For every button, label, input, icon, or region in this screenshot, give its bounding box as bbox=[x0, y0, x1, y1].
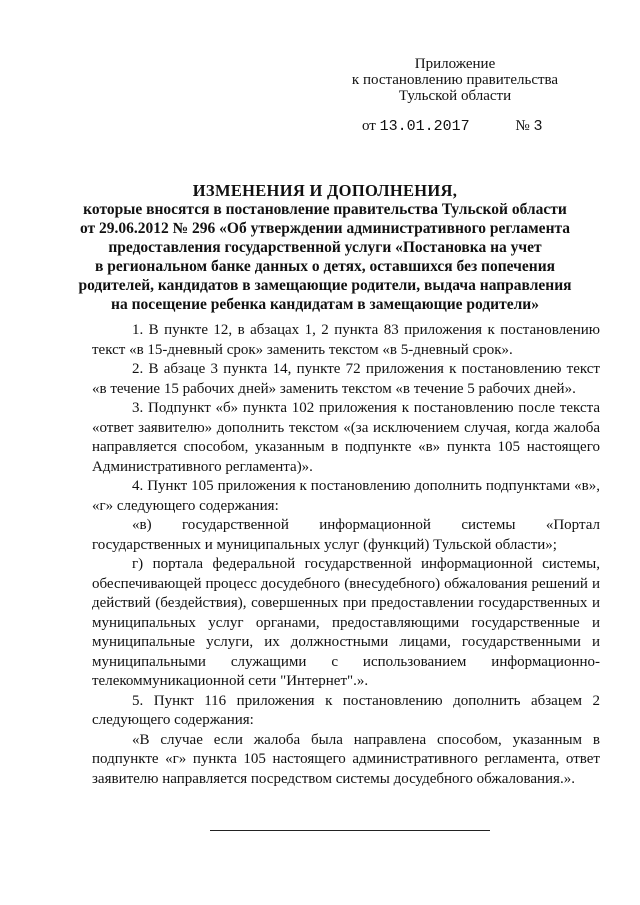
decree-dateline bbox=[362, 118, 542, 135]
title-main: ИЗМЕНЕНИЯ И ДОПОЛНЕНИЯ, bbox=[192, 181, 458, 200]
appendix-label: Приложение bbox=[414, 56, 496, 72]
title-line: родителей, кандидатов в замещающие родители, выдача направления bbox=[78, 277, 572, 294]
title-line: на посещение ребенка кандидатам в замещающие родители» bbox=[111, 296, 539, 313]
date-prefix: от bbox=[362, 118, 376, 134]
document-body bbox=[92, 321, 600, 789]
subparagraph-v: «в) государственной информационной системы «Портал государственных и муниципальных услуг (функций) Тульской области»; bbox=[92, 517, 600, 553]
number-label: № bbox=[515, 118, 530, 134]
paragraph-4: 4. Пункт 105 приложения к постановлению дополнить подпунктами «в», «г» следующего содержания: bbox=[92, 478, 600, 514]
decree-date: 13.01.2017 bbox=[379, 118, 470, 135]
title-line: от 29.06.2012 № 296 «Об утверждении административного регламента bbox=[79, 220, 571, 237]
decree-number: 3 bbox=[533, 118, 543, 135]
closing-divider bbox=[210, 830, 490, 831]
paragraph-3: 3. Подпункт «б» пункта 102 приложения к постановлению после текста «ответ заявителю» дополнить текстом «(за исключением случая, когда жалоба направляется способом, указанным в подпункте «в» пункта 105 настоящего Административного регламента)». bbox=[92, 400, 600, 475]
subparagraph-g: г) портала федеральной государственной информационной системы, обеспечивающей процесс досудебного (внесудебного) обжалования решений и действий (бездействия), совершенных при предоставлении государственных и муниципальных услуг органами, предоставляющими государственные и муниципальные услуги, их должностными лицами, государственными и муниципальными служащими с использованием информационно-телекоммуникационной сети "Интернет".». bbox=[92, 556, 600, 689]
paragraph-1: 1. В пункте 12, в абзацах 1, 2 пункта 83 приложения к постановлению текст «в 15-дневный срок» заменить текстом «в 5-дневный срок». bbox=[92, 322, 600, 358]
title-line: в региональном банке данных о детях, оставшихся без попечения bbox=[94, 258, 556, 275]
appendix-decree-ref: к постановлению правительства bbox=[351, 72, 559, 88]
document-title bbox=[60, 181, 590, 314]
appendix-region: Тульской области bbox=[398, 88, 512, 104]
quoted-paragraph: «В случае если жалоба была направлена способом, указанным в подпункте «г» пункта 105 настоящего административного регламента, ответ заявителю направляется посредством системы досудебного обжалования.». bbox=[92, 731, 600, 787]
paragraph-2: 2. В абзаце 3 пункта 14, пункте 72 приложения к постановлению текст «в течение 15 рабочих дней» заменить текстом «в течение 5 рабочих дней». bbox=[92, 361, 600, 397]
paragraph-5: 5. Пункт 116 приложения к постановлению дополнить абзацем 2 следующего содержания: bbox=[92, 692, 600, 728]
title-line: предоставления государственной услуги «Постановка на учет bbox=[108, 239, 542, 256]
appendix-header bbox=[330, 56, 580, 104]
title-line: которые вносятся в постановление правительства Тульской области bbox=[83, 201, 567, 218]
